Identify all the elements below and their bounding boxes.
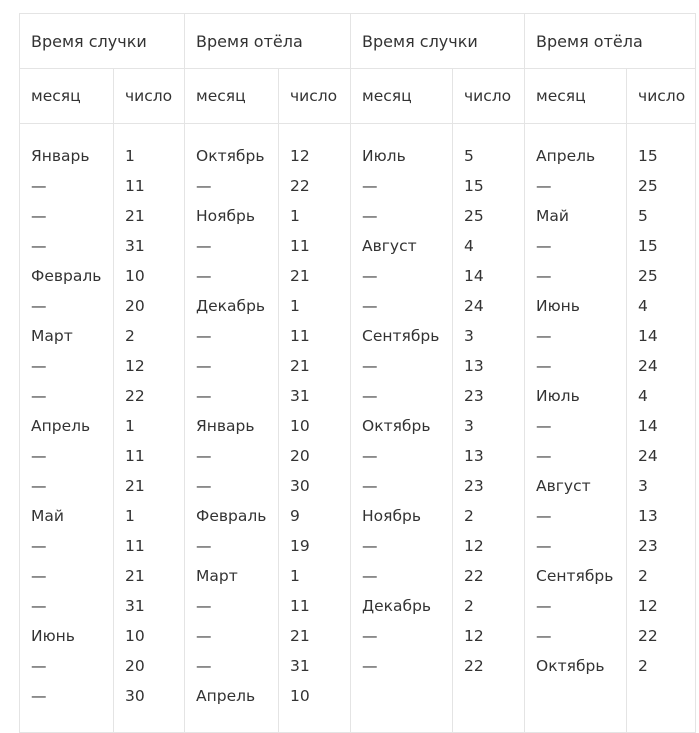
- table-cell: 1: [290, 297, 300, 315]
- header-row: [20, 14, 696, 69]
- table-cell: —: [31, 477, 47, 495]
- table-cell: —: [536, 507, 552, 525]
- table-cell: —: [31, 177, 47, 195]
- table-cell: 5: [638, 207, 648, 225]
- table-cell: —: [536, 357, 552, 375]
- table-cell: 21: [290, 627, 310, 645]
- table-cell: Февраль: [196, 507, 267, 525]
- table-cell: 31: [290, 657, 310, 675]
- table-cell: —: [362, 477, 378, 495]
- table-cell: 13: [638, 507, 658, 525]
- table-cell: 30: [125, 687, 145, 705]
- calving-day-column-1: [279, 124, 351, 733]
- table-cell: 13: [464, 447, 484, 465]
- table-cell: Август: [362, 237, 417, 255]
- table-cell: Сентябрь: [362, 327, 440, 345]
- table-cell: —: [536, 597, 552, 615]
- table-cell: Ноябрь: [196, 207, 256, 225]
- table-cell: 23: [464, 477, 484, 495]
- table-cell: —: [31, 567, 47, 585]
- table-cell: Октябрь: [196, 147, 265, 165]
- table-cell: 12: [638, 597, 658, 615]
- subheader-month: месяц: [525, 69, 627, 124]
- table-cell: —: [362, 567, 378, 585]
- mating-month-column-1: [20, 124, 114, 733]
- mating-day-column-1: [114, 124, 185, 733]
- subheader-day: число: [453, 69, 525, 124]
- header-mating-time-1: Время случки: [20, 14, 185, 69]
- table-cell: 13: [464, 357, 484, 375]
- table-cell: Июль: [362, 147, 406, 165]
- table-cell: —: [536, 447, 552, 465]
- table-cell: 3: [638, 477, 648, 495]
- gestation-table: [19, 13, 696, 733]
- table-cell: —: [536, 417, 552, 435]
- table-cell: —: [362, 447, 378, 465]
- table-cell: 5: [464, 147, 474, 165]
- table-cell: 20: [290, 447, 310, 465]
- table-cell: 3: [464, 327, 474, 345]
- subheader-row: [20, 69, 696, 124]
- table-cell: 1: [125, 417, 135, 435]
- table-cell: 30: [290, 477, 310, 495]
- table-cell: 22: [638, 627, 658, 645]
- table-cell: Апрель: [31, 417, 91, 435]
- table-cell: Октябрь: [362, 417, 431, 435]
- table-cell: Июнь: [536, 297, 580, 315]
- table-cell: 22: [464, 567, 484, 585]
- table-cell: 2: [638, 567, 648, 585]
- table-cell: —: [196, 357, 212, 375]
- table-cell: Август: [536, 477, 591, 495]
- table-cell: 4: [638, 387, 648, 405]
- table-cell: —: [196, 327, 212, 345]
- subheader-month: месяц: [20, 69, 114, 124]
- table-cell: 14: [638, 417, 658, 435]
- table-cell: —: [31, 357, 47, 375]
- table-cell: 2: [125, 327, 135, 345]
- table-cell: —: [31, 687, 47, 705]
- table-cell: 21: [290, 357, 310, 375]
- subheader-month: месяц: [185, 69, 279, 124]
- table-cell: 24: [464, 297, 484, 315]
- table-cell: —: [31, 297, 47, 315]
- table-cell: —: [31, 207, 47, 225]
- table-cell: 12: [464, 627, 484, 645]
- header-calving-time-1: Время отёла: [185, 14, 351, 69]
- table-cell: 21: [125, 207, 145, 225]
- table-cell: —: [362, 387, 378, 405]
- table-cell: Июль: [536, 387, 580, 405]
- table-cell: —: [362, 267, 378, 285]
- table-cell: Декабрь: [196, 297, 266, 315]
- table-cell: 24: [638, 447, 658, 465]
- table-cell: —: [196, 387, 212, 405]
- mating-day-column-2: [453, 124, 525, 733]
- table-cell: 11: [290, 237, 310, 255]
- table-cell: 25: [464, 207, 484, 225]
- subheader-day: число: [114, 69, 185, 124]
- table-cell: —: [31, 537, 47, 555]
- table-cell: —: [536, 627, 552, 645]
- calving-day-column-2: [627, 124, 696, 733]
- table-cell: 4: [464, 237, 474, 255]
- data-row: [20, 124, 696, 733]
- table-cell: —: [362, 357, 378, 375]
- table-cell: Март: [196, 567, 238, 585]
- table-cell: Январь: [196, 417, 255, 435]
- table-cell: —: [196, 447, 212, 465]
- table-cell: 31: [125, 597, 145, 615]
- table-cell: Сентябрь: [536, 567, 614, 585]
- table-cell: 31: [125, 237, 145, 255]
- table-cell: Апрель: [196, 687, 256, 705]
- table-cell: 23: [464, 387, 484, 405]
- table-cell: 1: [125, 147, 135, 165]
- table-cell: 2: [464, 507, 474, 525]
- subheader-day: число: [279, 69, 351, 124]
- table-cell: —: [196, 267, 212, 285]
- table-cell: 21: [125, 567, 145, 585]
- table-cell: —: [31, 657, 47, 675]
- table-cell: 12: [290, 147, 310, 165]
- table-cell: —: [196, 597, 212, 615]
- table-cell: 1: [290, 207, 300, 225]
- table-cell: 10: [125, 267, 145, 285]
- table-cell: 22: [464, 657, 484, 675]
- table-cell: —: [31, 447, 47, 465]
- calving-month-column-1: [185, 124, 279, 733]
- mating-month-column-2: [351, 124, 453, 733]
- table-cell: 25: [638, 177, 658, 195]
- table-cell: Октябрь: [536, 657, 605, 675]
- table-cell: 10: [290, 687, 310, 705]
- table-cell: —: [362, 207, 378, 225]
- table-cell: 10: [290, 417, 310, 435]
- table-cell: 15: [464, 177, 484, 195]
- table-cell: —: [196, 627, 212, 645]
- table-cell: 11: [125, 537, 145, 555]
- table-cell: 11: [290, 597, 310, 615]
- table-cell: 31: [290, 387, 310, 405]
- table-cell: —: [31, 237, 47, 255]
- table-cell: Май: [536, 207, 569, 225]
- table-cell: Декабрь: [362, 597, 432, 615]
- subheader-day: число: [627, 69, 696, 124]
- table-cell: —: [196, 177, 212, 195]
- table-cell: 15: [638, 237, 658, 255]
- table-cell: 1: [290, 567, 300, 585]
- table-cell: 20: [125, 297, 145, 315]
- table-cell: Январь: [31, 147, 90, 165]
- table-cell: —: [362, 537, 378, 555]
- table-cell: —: [362, 177, 378, 195]
- table-cell: 4: [638, 297, 648, 315]
- subheader-month: месяц: [351, 69, 453, 124]
- table-cell: 12: [125, 357, 145, 375]
- table-cell: Май: [31, 507, 64, 525]
- table-cell: —: [31, 597, 47, 615]
- table-cell: —: [362, 627, 378, 645]
- table-cell: 21: [125, 477, 145, 495]
- table-cell: —: [362, 297, 378, 315]
- table-cell: —: [196, 657, 212, 675]
- calving-month-column-2: [525, 124, 627, 733]
- header-calving-time-2: Время отёла: [525, 14, 696, 69]
- table-cell: —: [196, 537, 212, 555]
- table-cell: —: [196, 237, 212, 255]
- table-cell: —: [536, 267, 552, 285]
- table-cell: 24: [638, 357, 658, 375]
- table-cell: 2: [464, 597, 474, 615]
- table-cell: Ноябрь: [362, 507, 422, 525]
- header-mating-time-2: Время случки: [351, 14, 525, 69]
- table-cell: Июнь: [31, 627, 75, 645]
- table-cell: 19: [290, 537, 310, 555]
- table-cell: 12: [464, 537, 484, 555]
- table-cell: —: [31, 387, 47, 405]
- table-cell: —: [362, 657, 378, 675]
- table-cell: 22: [290, 177, 310, 195]
- table-cell: 9: [290, 507, 300, 525]
- table-cell: 11: [125, 177, 145, 195]
- table-cell: 11: [290, 327, 310, 345]
- table-cell: —: [536, 237, 552, 255]
- table-cell: Март: [31, 327, 73, 345]
- table-cell: —: [536, 177, 552, 195]
- table-cell: 21: [290, 267, 310, 285]
- table-cell: 22: [125, 387, 145, 405]
- table-cell: 3: [464, 417, 474, 435]
- table-cell: 1: [125, 507, 135, 525]
- table-cell: 2: [638, 657, 648, 675]
- table-cell: 11: [125, 447, 145, 465]
- table-cell: 10: [125, 627, 145, 645]
- table-cell: 20: [125, 657, 145, 675]
- table-cell: Апрель: [536, 147, 596, 165]
- table-cell: 14: [638, 327, 658, 345]
- table-cell: —: [196, 477, 212, 495]
- table-cell: —: [536, 327, 552, 345]
- table-cell: 15: [638, 147, 658, 165]
- table-cell: 25: [638, 267, 658, 285]
- table-cell: 23: [638, 537, 658, 555]
- table-cell: —: [536, 537, 552, 555]
- table-cell: Февраль: [31, 267, 102, 285]
- table-cell: 14: [464, 267, 484, 285]
